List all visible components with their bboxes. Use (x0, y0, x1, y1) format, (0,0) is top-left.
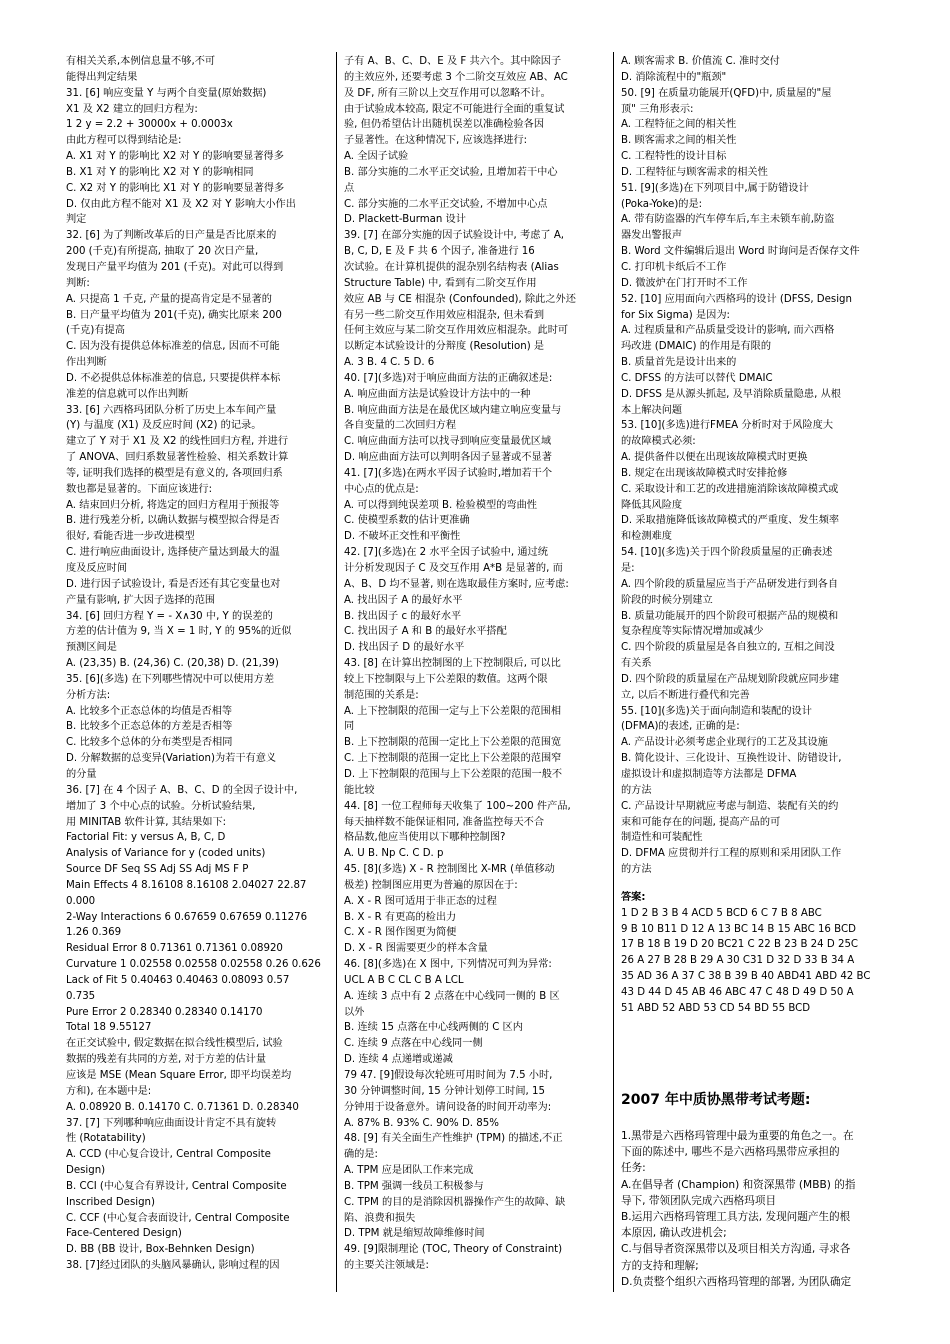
text-line: A、B、D 均不显著, 则在选取最佳方案时, 应考虑: (344, 578, 569, 590)
text-line: 9 B 10 B11 D 12 A 13 BC 14 B 15 ABC 16 BCD (621, 923, 856, 935)
text-line: 任务: (621, 1162, 646, 1175)
text-line: 方的支持和理解; (621, 1259, 699, 1272)
text-line: 是: (621, 563, 635, 574)
text-line: 44. [8] 一位工程师每天收集了 100~200 件产品, (344, 800, 571, 812)
text-line: A. 过程质量和产品质量受设计的影响, 而六西格 (621, 325, 835, 337)
text-line: D. 上下控制限的范围与上下公差限的范围一般不 (344, 768, 563, 780)
text-line: 的方法 (621, 784, 652, 796)
text-line: 52. [10] 应用面向六西格玛的设计 (DFSS, Design (621, 293, 852, 305)
text-line: Analysis of Variance for y (coded units) (66, 848, 266, 860)
text-line: B. 顾客需求之间的相关性 (621, 135, 737, 147)
text-line: C. DFSS 的方法可以替代 DMAIC (621, 372, 773, 384)
text-line: 产量有影响, 扩大因子选择的范围 (66, 594, 216, 606)
text-line: C. X2 对 Y 的影响比 X1 对 Y 的影响要显著得多 (66, 182, 285, 194)
text-line: 数据的残差有共同的方差, 对于方差的估计量 (66, 1054, 267, 1066)
text-line: C. 连续 9 点落在中心线同一侧 (344, 1038, 483, 1050)
text-line: 有另一些二阶交互作用效应相混杂, 但未看到 (344, 309, 545, 321)
text-line: D. 消除流程中的"瓶颈" (621, 71, 727, 83)
text-line: C. 比较多个总体的分布类型是否相同 (66, 737, 233, 749)
text-line: 42. [7](多选)在 2 水平全因子试验中, 通过统 (344, 547, 548, 559)
text-line: 的故障模式必须: (621, 436, 696, 448)
text-line: 器发出警报声 (621, 230, 683, 242)
text-line: 43 D 44 D 45 AB 46 ABC 47 C 48 D 49 D 50 A (621, 986, 854, 998)
text-line: 降低其风险度 (621, 499, 683, 511)
text-line: 分钟用于设备意外。请问设备的时间开动率为: (344, 1101, 552, 1113)
text-line: (Y) 与温度 (X1) 及反应时间 (X2) 的记录。 (66, 420, 262, 432)
answers-title: 答案: (621, 891, 646, 903)
text-line: 36. [7] 在 4 个因子 A、B、C、D 的全因子设计中, (66, 784, 298, 796)
text-line: 阶段的时候分别建立 (621, 594, 713, 606)
text-line: 建立了 Y 对于 X1 及 X2 的线性回归方程, 并进行 (66, 436, 289, 448)
section-title: 2007 年中质协黑带考试考题: (621, 1092, 811, 1108)
text-line: D. 工程特征与顾客需求的相关性 (621, 166, 768, 178)
text-line: B. 连续 15 点落在中心线两侧的 C 区内 (344, 1022, 523, 1034)
text-line: C. 部分实施的二水平正交试验, 不增加中心点 (344, 198, 548, 210)
text-line: 玛改进 (DMAIC) 的作用是有限的 (621, 341, 772, 353)
text-line: Structure Table) 中, 看到有二阶交互作用 (344, 277, 537, 289)
text-line: 增加了 3 个中心点的试验。分析试验结果, (66, 800, 256, 812)
text-line: Pure Error 2 0.28340 0.28340 0.14170 (66, 1006, 263, 1018)
text-line: A. (23,35) B. (24,36) C. (20,38) D. (21,39) (66, 658, 279, 670)
text-line: (DFMA)的表述, 正确的是: (621, 721, 740, 733)
text-line: B. TPM 强调一线员工积极参与 (344, 1180, 484, 1192)
text-column-1 (66, 54, 328, 1274)
text-line: 33. [6] 六西格玛团队分析了历史上本车间产量 (66, 404, 277, 416)
text-line: 虚拟设计和虚拟制造等方法都是 DFMA (621, 768, 797, 780)
text-line: 45. [8](多选) X - R 控制图比 X-MR (单值移动 (344, 864, 555, 876)
text-line: 54. [10](多选)关于四个阶段质量屋的正确表述 (621, 547, 833, 559)
text-line: 立, 以后不断进行叠代和完善 (621, 689, 750, 701)
text-line: 陷、浪费和损失 (344, 1212, 416, 1224)
text-line: 有关系 (621, 658, 652, 670)
text-line: D. 找出因子 D 的最好水平 (344, 642, 465, 654)
text-line: 50. [9] 在质量功能展开(QFD)中, 质量屋的"屋 (621, 87, 832, 99)
section-body (621, 1128, 887, 1290)
text-line: Inscribed Design) (66, 1196, 155, 1208)
text-line: Factorial Fit: y versus A, B, C, D (66, 832, 226, 844)
text-line: 51. [9](多选)在下列项目中,属于防错设计 (621, 182, 809, 194)
text-line: 有相关关系,本例信息量不够,不可 (66, 56, 216, 67)
text-line: 度及反应时间 (66, 563, 128, 574)
text-line: D. 不破坏正交性和平衡性 (344, 531, 461, 543)
text-line: 子有 A、B、C、D、E 及 F 共六个。其中除因子 (344, 56, 562, 67)
text-line: 计分析发现因子 C 及交互作用 A*B 是显著的, 而 (344, 563, 563, 574)
text-line: 数也都是显著的。下面应该进行: (66, 483, 213, 495)
text-line: B. X1 对 Y 的影响比 X2 对 Y 的影响相同 (66, 166, 254, 178)
text-line: B. Word 文件编辑后退出 Word 时询问是否保存文件 (621, 246, 860, 258)
text-line: B. 进行残差分析, 以确认数据与模型拟合得是否 (66, 515, 280, 527)
text-line: 每天抽样数不能保证相同, 准备监控每天不合 (344, 816, 545, 828)
text-line: 的方法 (621, 864, 652, 876)
text-line: 等, 证明我们选择的模型是有意义的, 各项回归系 (66, 467, 283, 479)
text-line: 本上解决问题 (621, 404, 683, 416)
text-line: A. 工程特征之间的相关性 (621, 119, 737, 131)
text-line: 点 (344, 182, 355, 194)
text-line: 性 (Rotatability) (66, 1133, 146, 1145)
text-line: 和检测难度 (621, 531, 672, 543)
text-line: A. 找出因子 A 的最好水平 (344, 594, 463, 606)
text-line: B. 响应曲面方法是在最优区域内建立响应变量与 (344, 404, 562, 416)
text-line: A. 只提高 1 千克, 产量的提高肯定是不显著的 (66, 293, 272, 305)
text-line: C. 找出因子 A 和 B 的最好水平搭配 (344, 626, 507, 638)
text-line: 能比较 (344, 784, 375, 796)
text-line: 41. [7](多选)在两水平因子试验时,增加若干个 (344, 467, 553, 479)
text-line: C. CCF (中心复合表面设计, Central Composite (66, 1212, 290, 1224)
text-line: C. 因为没有提供总体标准差的信息, 因而不可能 (66, 341, 280, 353)
text-line: 55. [10](多选)关于面向制造和装配的设计 (621, 705, 812, 717)
text-line: 束和可能存在的问题, 提高产品的可 (621, 816, 781, 828)
text-line: A. 比较多个正态总体的均值是否相等 (66, 705, 233, 717)
text-line: C. 产品设计早期就应考虑与制造、装配有关的约 (621, 800, 839, 812)
text-line: A. 结束回归分析, 将选定的回归方程用于预报等 (66, 499, 280, 511)
text-line: B, C, D, E 及 F 共 6 个因子, 准备进行 16 (344, 246, 535, 258)
text-line: B. 上下控制限的范围一定比上下公差限的范围宽 (344, 737, 562, 749)
text-line: 下面的陈述中, 哪些不是六西格玛黑带应承担的 (621, 1146, 840, 1159)
text-line: 的分量 (66, 768, 97, 780)
text-line: A. 提供备件以便在出现该故障模式时更换 (621, 452, 808, 464)
text-line: 较上下控制限与上下公差限的数值。这两个限 (344, 673, 548, 685)
column-divider-2 (613, 52, 614, 1292)
text-line: 判断: (66, 277, 90, 289)
text-line: D. 四个阶段的质量屋在产品规划阶段就应同步建 (621, 673, 840, 685)
text-line: 任何主效应与某二阶交互作用效应相混杂。此时可 (344, 325, 569, 337)
text-line: 2-Way Interactions 6 0.67659 0.67659 0.11276 (66, 911, 308, 923)
column-3-questions (621, 54, 887, 878)
text-line: 复杂程度等实际情况增加或减少 (621, 626, 764, 638)
text-line: 35. [6](多选) 在下列哪些情况中可以使用方差 (66, 673, 275, 685)
text-line: 200 (千克)有所提高, 抽取了 20 次日产量, (66, 246, 259, 258)
text-column-2 (344, 54, 608, 1274)
text-line: Face-Centered Design) (66, 1228, 182, 1240)
text-line: A.在倡导者 (Champion) 和资深黑带 (MBB) 的指 (621, 1178, 856, 1191)
text-line: C. 响应曲面方法可以找寻到响应变量最优区域 (344, 436, 552, 448)
text-line: 1 D 2 B 3 B 4 ACD 5 BCD 6 C 7 B 8 ABC (621, 907, 822, 919)
text-line: A. 带有防盗器的汽车停车后,车主未锁车前,防盗 (621, 214, 835, 226)
text-line: D. Plackett-Burman 设计 (344, 214, 466, 226)
text-line: 51 ABD 52 ABD 53 CD 54 BD 55 BCD (621, 1002, 811, 1014)
text-line: A. TPM 应是团队工作来完成 (344, 1165, 474, 1177)
text-line: D.负责整个组织六西格玛管理的部署, 为团队确定 (621, 1275, 852, 1288)
text-line: A. 0.08920 B. 0.14170 C. 0.71361 D. 0.28340 (66, 1101, 299, 1113)
text-line: 预测区间是 (66, 642, 117, 654)
text-line: 用 MINITAB 软件计算, 其结果如下: (66, 816, 227, 828)
text-line: A. X1 对 Y 的影响比 X2 对 Y 的影响要显著得多 (66, 151, 284, 163)
text-line: D. DFSS 是从源头抓起, 及早消除质量隐患, 从根 (621, 388, 841, 400)
text-line: C.与倡导者资深黑带以及项目相关方沟通, 寻求各 (621, 1243, 851, 1256)
text-line: 能得出判定结果 (66, 71, 138, 83)
answers-block (621, 906, 887, 1017)
text-line: 53. [10](多选)进行FMEA 分析时对于风险度大 (621, 420, 834, 432)
text-line: 中心点的优点是: (344, 483, 419, 495)
text-line: C. 四个阶段的质量屋是各自独立的, 互相之间没 (621, 642, 835, 654)
text-line: 37. [7] 下列哪种响应曲面设计肯定不具有旋转 (66, 1117, 277, 1129)
text-line: 35 AD 36 A 37 C 38 B 39 B 40 ABD41 ABD 42 BC (621, 971, 871, 983)
text-line: 格品数,他应当使用以下哪种控制图? (344, 832, 506, 844)
text-line: Source DF Seq SS Adj SS Adj MS F P (66, 864, 249, 876)
text-line: B. 简化设计、三化设计、互换性设计、防错设计, (621, 753, 842, 765)
text-line: 48. [9] 有关全面生产性维护 (TPM) 的描述,不正 (344, 1133, 563, 1145)
text-line: 制造性和可装配性 (621, 832, 703, 844)
text-line: 31. [6] 响应变量 Y 与两个自变量(原始数据) (66, 87, 267, 99)
text-line: A. U B. Np C. C D. p (344, 848, 444, 860)
text-line: 方和), 在本题中是: (66, 1085, 152, 1097)
text-line: 的主要关注领域是: (344, 1260, 429, 1272)
text-line: Design) (66, 1165, 106, 1177)
text-line: B. 部分实施的二水平正交试验, 且增加若干中心 (344, 166, 558, 178)
text-line: A. X - R 图可适用于非正态的过程 (344, 895, 497, 907)
text-column-3 (621, 54, 887, 1017)
text-line: 验, 但仍希望估计出随机误差以准确检验各因 (344, 119, 545, 131)
text-line: 各自变量的二次回归方程 (344, 420, 457, 432)
text-line: B. 规定在出现该故障模式时安排抢修 (621, 467, 788, 479)
text-line: D. 仅由此方程不能对 X1 及 X2 对 Y 影响大小作出 (66, 198, 296, 210)
text-line: 分析方法: (66, 689, 111, 701)
text-line: C. 打印机卡纸后不工作 (621, 261, 727, 273)
text-line: 同 (344, 721, 355, 733)
text-line: 顶" 三角形表示: (621, 103, 694, 115)
text-line: Residual Error 8 0.71361 0.71361 0.08920 (66, 943, 283, 955)
text-line: Total 18 9.55127 (66, 1022, 152, 1034)
text-line: 及 DF, 所有三阶以上交互作用可以忽略不计。 (344, 87, 551, 99)
text-line: C. 使模型系数的估计更准确 (344, 515, 470, 527)
text-line: 确的是: (344, 1149, 378, 1161)
text-line: B.运用六西格玛管理工具方法, 发现问题产生的根 (621, 1211, 851, 1224)
text-line: B. 比较多个正态总体的方差是否相等 (66, 721, 233, 733)
text-line: Lack of Fit 5 0.40463 0.40463 0.08093 0.57 (66, 974, 290, 986)
text-line: 1 2 y = 2.2 + 30000x + 0.0003x (66, 119, 233, 131)
text-line: A. 四个阶段的质量屋应当于产品研发进行到各自 (621, 578, 839, 590)
text-line: A. 全因子试验 (344, 151, 409, 163)
column-divider-1 (336, 52, 337, 1292)
text-line: D. 采取措施降低该故障模式的严重度、发生频率 (621, 515, 840, 527)
text-line: 子显著性。在这种情况下, 应该选择进行: (344, 135, 528, 147)
text-line: B. 日产量平均值为 201(千克), 确实比原来 200 (66, 309, 282, 321)
text-line: 的主效应外, 还要考虑 3 个二阶交互效应 AB、AC (344, 71, 568, 83)
text-line: Main Effects 4 8.16108 8.16108 2.04027 22.87 (66, 879, 307, 891)
text-line: D. 进行因子试验设计, 看是否还有其它变量也对 (66, 578, 281, 590)
text-line: 方差的估计值为 9, 当 X = 1 时, Y 的 95%的近似 (66, 626, 292, 638)
text-line: A. 87% B. 93% C. 90% D. 85% (344, 1117, 499, 1129)
text-line: 1.黑带是六西格玛管理中最为重要的角色之一。在 (621, 1130, 854, 1142)
text-line: D. 连续 4 点递增或递减 (344, 1054, 453, 1066)
text-line: D. 响应曲面方法可以判明各因子显著或不显著 (344, 452, 552, 464)
text-line: 判定 (66, 214, 87, 226)
text-line: 34. [6] 回归方程 Y = - X∧30 中, Y 的误差的 (66, 610, 273, 622)
text-line: C. 上下控制限的范围一定比上下公差限的范围窄 (344, 753, 562, 765)
text-line: B. X - R 有更高的检出力 (344, 911, 457, 923)
text-line: UCL A B C CL C B A LCL (344, 974, 464, 986)
text-line: 79 47. [9]假设每次轮班可用时间为 7.5 小时, (344, 1070, 553, 1081)
text-line: 38. [7]经过团队的头脑风暴确认, 影响过程的因 (66, 1260, 280, 1272)
text-line: 由此方程可以得到结论是: (66, 135, 182, 147)
text-line: 应该是 MSE (Mean Square Error, 即平均误差均 (66, 1070, 292, 1081)
text-line: 49. [9]限制理论 (TOC, Theory of Constraint) (344, 1244, 563, 1256)
text-line: 1.26 0.369 (66, 927, 122, 939)
text-line: B. 质量功能展开的四个阶段可根据产品的规模和 (621, 610, 839, 622)
text-line: 效应 AB 与 CE 相混杂 (Confounded), 除此之外还 (344, 293, 576, 305)
text-line: 46. [8](多选)在 X 图中, 下列情况可判为异常: (344, 959, 552, 971)
text-line: 了 ANOVA、回归系数显著性检验、相关系数计算 (66, 452, 289, 464)
text-line: D. 微波炉在门打开时不工作 (621, 277, 748, 289)
text-line: (Poka-Yoke)的是: (621, 198, 703, 210)
text-line: Curvature 1 0.02558 0.02558 0.02558 0.26 0.626 (66, 959, 321, 971)
text-line: D. BB (BB 设计, Box-Behnken Design) (66, 1244, 255, 1256)
text-line: 30 分钟调整时间, 15 分钟计划停工时间, 15 (344, 1085, 545, 1097)
text-line: D. 分解数据的总变异(Variation)为若干有意义 (66, 753, 277, 765)
text-line: C. 采取设计和工艺的改进措施消除该故障模式或 (621, 483, 839, 495)
text-line: 准差的信息就可以作出判断 (66, 388, 189, 400)
text-line: 发现日产量平均值为 201 (千克)。对此可以得到 (66, 261, 284, 273)
text-line: 0.735 (66, 990, 96, 1002)
text-line: 在正交试验中, 假定数据在拟合线性模型后, 试验 (66, 1038, 283, 1050)
text-line: A. 连续 3 点中有 2 点落在中心线同一侧的 B 区 (344, 990, 560, 1002)
text-line: 39. [7] 在部分实施的因子试验设计中, 考虑了 A, (344, 230, 565, 242)
text-line: A. 上下控制限的范围一定与上下公差限的范围相 (344, 705, 562, 717)
text-line: 32. [6] 为了判断改革后的日产量是否比原来的 (66, 230, 277, 242)
text-line: 由于试验成本较高, 限定不可能进行全面的重复试 (344, 103, 565, 115)
text-line: 40. [7](多选)对于响应曲面方法的正确叙述是: (344, 372, 553, 384)
text-line: D. DFMA 应贯彻并行工程的原则和采用团队工作 (621, 848, 842, 860)
text-line: A. 顾客需求 B. 价值流 C. 准时交付 (621, 56, 780, 67)
text-line: D. 不必提供总体标准差的信息, 只要提供样本标 (66, 372, 281, 384)
text-line: 制范围的关系是: (344, 689, 419, 701)
text-line: 43. [8] 在计算出控制图的上下控制限后, 可以比 (344, 658, 561, 670)
text-line: 以外 (344, 1006, 365, 1018)
text-line: 0.000 (66, 895, 96, 907)
text-line: C. TPM 的目的是消除因机器操作产生的故障、缺 (344, 1196, 566, 1208)
text-line: B. CCI (中心复合有界设计, Central Composite (66, 1180, 287, 1192)
text-line: for Six Sigma) 是因为: (621, 309, 730, 321)
text-line: 以断定本试验设计的分辩度 (Resolution) 是 (344, 341, 545, 353)
text-line: 作出判断 (66, 357, 107, 369)
text-line: 本原因, 确认改进机会; (621, 1227, 727, 1240)
text-line: C. X - R 图作图更为简便 (344, 927, 457, 939)
text-line: A. CCD (中心复合设计, Central Composite (66, 1149, 271, 1161)
text-line: C. 进行响应曲面设计, 选择使产量达到最大的温 (66, 547, 280, 559)
text-line: X1 及 X2 建立的回归方程为: (66, 103, 198, 115)
text-line: 次试验。在计算机提供的混杂别名结构表 (Alias (344, 261, 559, 273)
text-line: 导下, 带领团队完成六西格玛项目 (621, 1194, 777, 1207)
text-line: D. TPM 就是缩短故障维修时间 (344, 1228, 485, 1240)
text-line: 很好, 看能否进一步改进模型 (66, 531, 195, 543)
text-line: D. X - R 图需要更少的样本含量 (344, 943, 488, 955)
text-line: A. 可以得到纯误差项 B. 检验模型的弯曲性 (344, 499, 537, 511)
text-line: B. 质量首先是设计出来的 (621, 357, 737, 369)
text-line: A. 3 B. 4 C. 5 D. 6 (344, 357, 435, 369)
text-line: B. 找出因子 c 的最好水平 (344, 610, 462, 622)
text-line: A. 响应曲面方法是试验设计方法中的一种 (344, 388, 531, 400)
text-line: 极差) 控制图应用更为普遍的原因在于: (344, 879, 518, 891)
text-line: A. 产品设计必须考虑企业现行的工艺及其设施 (621, 737, 828, 749)
text-line: 17 B 18 B 19 D 20 BC21 C 22 B 23 B 24 D 25C (621, 939, 859, 951)
text-line: (千克)有提高 (66, 325, 125, 337)
text-line: C. 工程特性的设计目标 (621, 151, 727, 163)
text-line: 26 A 27 B 28 B 29 A 30 C31 D 32 D 33 B 34 A (621, 955, 855, 967)
